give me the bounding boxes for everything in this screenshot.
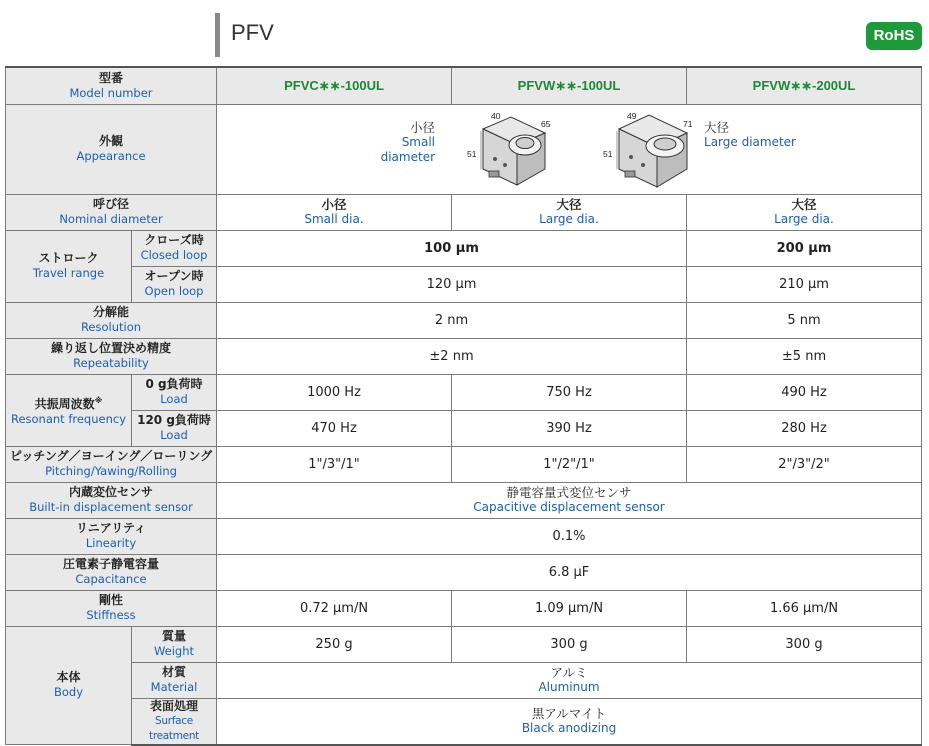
- dim-large-height: 51: [603, 149, 613, 159]
- weight-pfvc-100ul: 250 g: [217, 626, 452, 662]
- row-body-material: [6, 662, 922, 698]
- resonant-0g-pfvw-200ul: 490 Hz: [687, 374, 922, 410]
- label-linearity: リニアリティ Linearity: [6, 518, 217, 554]
- repeatability-200: ±5 nm: [687, 338, 922, 374]
- model-pfvw-200ul: PFVW∗∗-200UL: [687, 67, 922, 104]
- row-appearance: [6, 104, 922, 194]
- resonant-0g-pfvw-100ul: 750 Hz: [452, 374, 687, 410]
- stroke-closed-100: 100 μm: [217, 230, 687, 266]
- title-accent-bar: [215, 13, 220, 57]
- label-model-number: 型番 Model number: [6, 67, 217, 104]
- row-repeatability: [6, 338, 922, 374]
- label-open-loop: オープン時 Open loop: [132, 266, 217, 302]
- resolution-200: 5 nm: [687, 302, 922, 338]
- resolution-100: 2 nm: [217, 302, 687, 338]
- stroke-open-200: 210 μm: [687, 266, 922, 302]
- stroke-open-100: 120 μm: [217, 266, 687, 302]
- row-stroke-closed: [6, 230, 922, 266]
- row-body-surface: [6, 698, 922, 745]
- label-material: 材質 Material: [132, 662, 217, 698]
- dim-large-width: 49: [627, 111, 637, 121]
- row-nominal-diameter: [6, 194, 922, 230]
- row-stroke-open: [6, 266, 922, 302]
- rohs-badge: RoHS: [866, 22, 922, 50]
- header: [0, 0, 929, 66]
- label-stiffness: 剛性 Stiffness: [6, 590, 217, 626]
- label-surface-treatment: 表面処理 Surface treatment: [132, 698, 217, 745]
- appearance-illustrations: [217, 105, 921, 193]
- linearity-value: 0.1%: [217, 518, 922, 554]
- dim-small-width: 40: [491, 111, 501, 121]
- row-resonant-120g: [6, 410, 922, 446]
- label-sensor: 内蔵変位センサ Built-in displacement sensor: [6, 482, 217, 518]
- label-weight: 質量 Weight: [132, 626, 217, 662]
- pitching-pfvw-200ul: 2"/3"/2": [687, 446, 922, 482]
- label-load-120g: 120 g負荷時 Load: [132, 410, 217, 446]
- model-pfvw-100ul: PFVW∗∗-100UL: [452, 67, 687, 104]
- label-closed-loop: クローズ時 Closed loop: [132, 230, 217, 266]
- row-body-weight: [6, 626, 922, 662]
- pitching-pfvc-100ul: 1"/3"/1": [217, 446, 452, 482]
- label-nominal-diameter: 呼び径 Nominal diameter: [6, 194, 217, 230]
- label-body: 本体 Body: [6, 626, 132, 745]
- row-capacitance: [6, 554, 922, 590]
- dim-small-depth: 65: [541, 119, 551, 129]
- label-repeatability: 繰り返し位置決め精度 Repeatability: [6, 338, 217, 374]
- nominal-pfvc-100ul: 小径 Small dia.: [217, 194, 452, 230]
- nominal-pfvw-100ul: 大径 Large dia.: [452, 194, 687, 230]
- model-pfvc-100ul: PFVC∗∗-100UL: [217, 67, 452, 104]
- resonant-120g-pfvw-100ul: 390 Hz: [452, 410, 687, 446]
- label-appearance: 外観 Appearance: [6, 104, 217, 194]
- stiffness-pfvc-100ul: 0.72 μm/N: [217, 590, 452, 626]
- row-pitching: [6, 446, 922, 482]
- stroke-closed-200: 200 μm: [687, 230, 922, 266]
- label-resolution: 分解能 Resolution: [6, 302, 217, 338]
- appearance-cell: [217, 104, 922, 194]
- material-value: アルミ Aluminum: [217, 662, 922, 698]
- row-resolution: [6, 302, 922, 338]
- row-linearity: [6, 518, 922, 554]
- resonant-120g-pfvc-100ul: 470 Hz: [217, 410, 452, 446]
- weight-pfvw-200ul: 300 g: [687, 626, 922, 662]
- spec-table: [5, 66, 922, 746]
- large-stage-drawing: [589, 109, 704, 191]
- stiffness-pfvw-100ul: 1.09 μm/N: [452, 590, 687, 626]
- sensor-value: 静電容量式変位センサ Capacitive displacement sensor: [217, 482, 922, 518]
- label-capacitance: 圧電素子静電容量 Capacitance: [6, 554, 217, 590]
- dim-large-depth: 71: [683, 119, 693, 129]
- weight-pfvw-100ul: 300 g: [452, 626, 687, 662]
- row-sensor: [6, 482, 922, 518]
- dim-small-height: 51: [467, 149, 477, 159]
- row-model-number: [6, 67, 922, 104]
- repeatability-100: ±2 nm: [217, 338, 687, 374]
- surface-value: 黒アルマイト Black anodizing: [217, 698, 922, 745]
- small-diameter-label: 小径 Small diameter: [380, 120, 436, 164]
- nominal-pfvw-200ul: 大径 Large dia.: [687, 194, 922, 230]
- page-title: PFV: [231, 20, 274, 45]
- large-diameter-label: 大径 Large diameter: [704, 120, 796, 149]
- label-load-0g: 0 g負荷時 Load: [132, 374, 217, 410]
- small-stage-drawing: [453, 109, 563, 191]
- label-pitching: ピッチング／ヨーイング／ローリング Pitching/Yawing/Rolling: [6, 446, 217, 482]
- row-stiffness: [6, 590, 922, 626]
- resonant-120g-pfvw-200ul: 280 Hz: [687, 410, 922, 446]
- stiffness-pfvw-200ul: 1.66 μm/N: [687, 590, 922, 626]
- pitching-pfvw-100ul: 1"/2"/1": [452, 446, 687, 482]
- capacitance-value: 6.8 μF: [217, 554, 922, 590]
- row-resonant-0g: [6, 374, 922, 410]
- label-resonant-frequency: 共振周波数※ Resonant frequency: [6, 374, 132, 446]
- resonant-0g-pfvc-100ul: 1000 Hz: [217, 374, 452, 410]
- label-travel-range: ストローク Travel range: [6, 230, 132, 302]
